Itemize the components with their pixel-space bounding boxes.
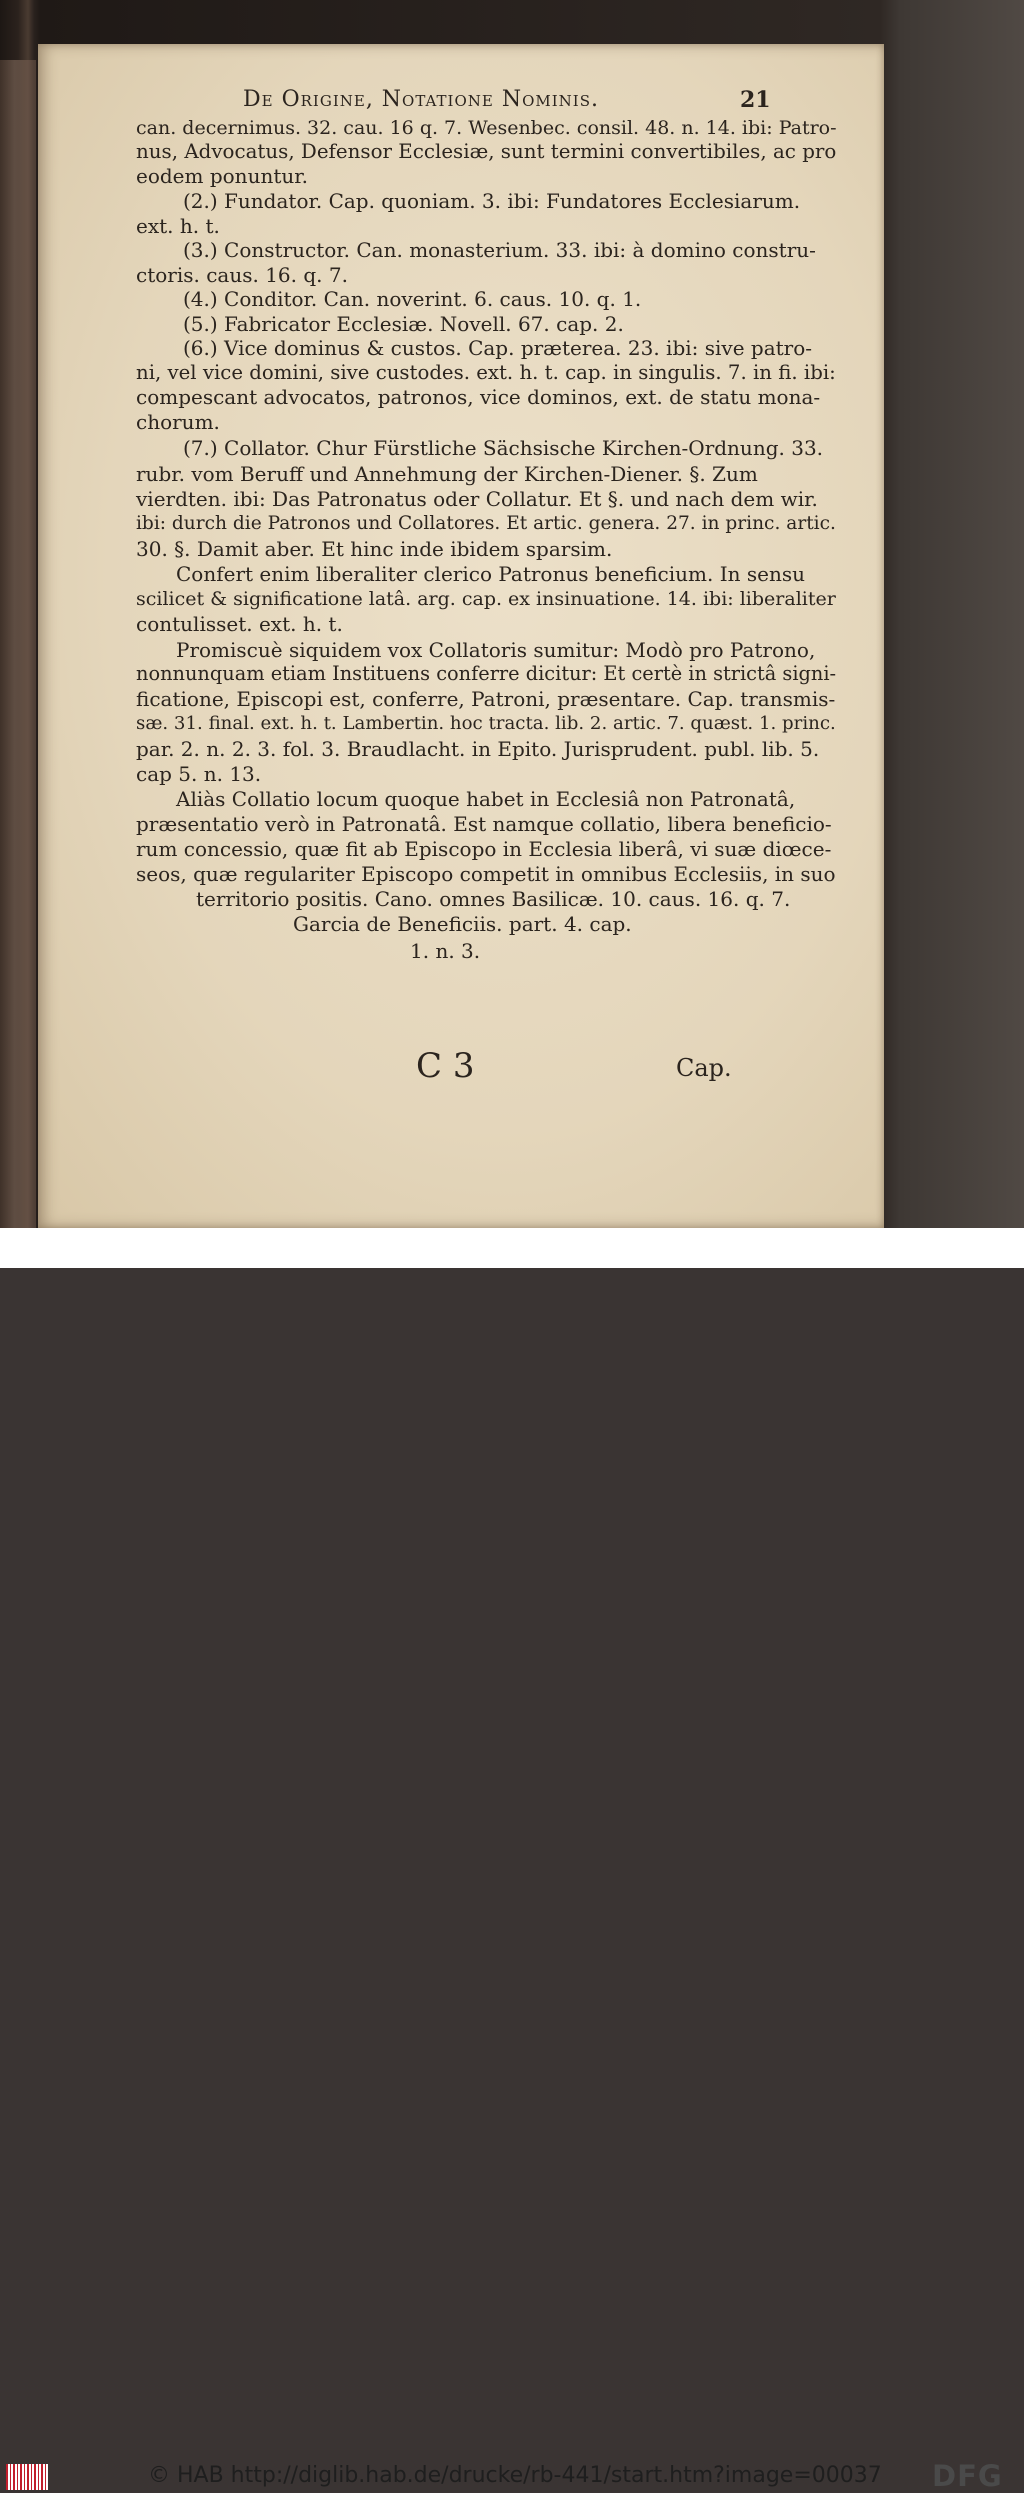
- text-line: ni, vel vice domini, sive custodes. ext. h. t. cap. in singulis. 7. in fi. ibi:: [136, 361, 836, 384]
- text-line: (2.) Fundator. Cap. quoniam. 3. ibi: Fundatores Ecclesiarum.: [183, 189, 801, 213]
- text-line: ext. h. t.: [136, 214, 220, 238]
- text-line: (5.) Fabricator Ecclesiæ. Novell. 67. cap. 2.: [183, 312, 624, 336]
- text-line: par. 2. n. 2. 3. fol. 3. Braudlacht. in Epito. Jurisprudent. publ. lib. 5.: [136, 737, 820, 761]
- text-line: ficatione, Episcopi est, conferre, Patroni, præsentare. Cap. transmis-: [136, 687, 836, 711]
- text-line: rum concessio, quæ fit ab Episcopo in Ecclesia liberâ, vi suæ diœce-: [136, 837, 832, 861]
- text-line: chorum.: [136, 410, 220, 434]
- previous-page-edge: [0, 60, 36, 1228]
- text-line: (7.) Collator. Chur Fürstliche Sächsische Kirchen-Ordnung. 33.: [183, 436, 824, 460]
- text-line: rubr. vom Beruff und Annehmung der Kirchen-Diener. §. Zum: [136, 462, 758, 486]
- text-line: nonnunquam etiam Instituens conferre dicitur: Et certè in strictâ signi-: [136, 662, 837, 685]
- footer-bar: [0, 1228, 1024, 2493]
- text-line: cap 5. n. 13.: [136, 762, 262, 786]
- text-line: Aliàs Collatio locum quoque habet in Ecclesiâ non Patronatâ,: [176, 787, 796, 811]
- text-line: territorio positis. Cano. omnes Basilicæ. 10. caus. 16. q. 7.: [196, 887, 791, 911]
- copyright-notice[interactable]: © HAB http://diglib.hab.de/drucke/rb-441/start.htm?image=00037: [148, 2463, 882, 2488]
- text-line: scilicet & significatione latâ. arg. cap. ex insinuatione. 14. ibi: liberaliter: [136, 588, 836, 610]
- barcode-icon: [6, 2464, 48, 2490]
- dfg-logo: DFG: [932, 2459, 1003, 2493]
- text-line: Confert enim liberaliter clerico Patronus beneficium. In sensu: [176, 562, 805, 586]
- text-line: seos, quæ regulariter Episcopo competit in omnibus Ecclesiis, in suo: [136, 862, 836, 886]
- page-number: 21: [740, 87, 771, 113]
- book-page: [38, 44, 884, 1228]
- text-line: eodem ponuntur.: [136, 164, 308, 188]
- text-line: ibi: durch die Patronos und Collatores. Et artic. genera. 27. in princ. artic.: [136, 513, 836, 534]
- text-line: præsentatio verò in Patronatâ. Est namque collatio, libera beneficio-: [136, 812, 832, 836]
- text-line: (3.) Constructor. Can. monasterium. 33. ibi: à domino constru-: [183, 238, 816, 262]
- catchword: Cap.: [676, 1054, 732, 1082]
- scan-viewport: [0, 0, 1024, 1228]
- text-line: vierdten. ibi: Das Patronatus oder Collatur. Et §. und nach dem wir.: [136, 487, 818, 511]
- text-line: 1. n. 3.: [410, 939, 481, 963]
- text-line: compescant advocatos, patronos, vice dominos, ext. de statu mona-: [136, 385, 821, 409]
- text-line: ctoris. caus. 16. q. 7.: [136, 263, 348, 287]
- text-line: (4.) Conditor. Can. noverint. 6. caus. 10. q. 1.: [183, 287, 642, 311]
- text-line: Garcia de Beneficiis. part. 4. cap.: [293, 912, 632, 936]
- text-line: nus, Advocatus, Defensor Ecclesiæ, sunt termini convertibiles, ac pro: [136, 140, 837, 163]
- text-line: can. decernimus. 32. cau. 16 q. 7. Wesenbec. consil. 48. n. 14. ibi: Patro-: [136, 117, 837, 139]
- text-line: sæ. 31. final. ext. h. t. Lambertin. hoc tracta. lib. 2. artic. 7. quæst. 1. princ.: [136, 713, 836, 734]
- text-line: (6.) Vice dominus & custos. Cap. præterea. 23. ibi: sive patro-: [183, 336, 813, 360]
- running-head: De Origine, Notatione Nominis.: [243, 87, 599, 112]
- text-line: contulisset. ext. h. t.: [136, 612, 343, 636]
- text-line: 30. §. Damit aber. Et hinc inde ibidem sparsim.: [136, 537, 613, 561]
- text-line: Promiscuè siquidem vox Collatoris sumitur: Modò pro Patrono,: [176, 638, 816, 662]
- signature-mark: C 3: [416, 1046, 475, 1086]
